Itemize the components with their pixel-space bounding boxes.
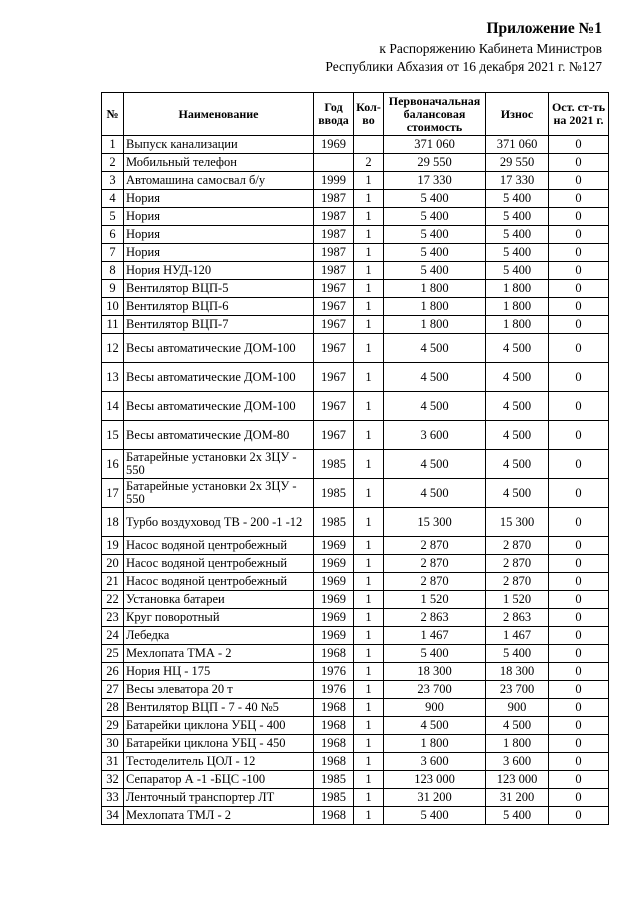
- cell-initial-value: 5 400: [384, 226, 486, 244]
- cell-initial-value: 1 800: [384, 280, 486, 298]
- cell-residual: 0: [549, 537, 609, 555]
- cell-quantity: 1: [354, 316, 384, 334]
- cell-quantity: 1: [354, 537, 384, 555]
- cell-name: Весы автоматические ДОМ-80: [124, 421, 314, 450]
- cell-quantity: 1: [354, 789, 384, 807]
- cell-name: Ленточный транспортер ЛТ: [124, 789, 314, 807]
- cell-number: 19: [102, 537, 124, 555]
- cell-year: 1967: [314, 392, 354, 421]
- cell-number: 15: [102, 421, 124, 450]
- cell-initial-value: 1 800: [384, 735, 486, 753]
- cell-quantity: 1: [354, 450, 384, 479]
- cell-quantity: 1: [354, 807, 384, 825]
- cell-name: Вентилятор ВЦП-6: [124, 298, 314, 316]
- cell-name: Турбо воздуховод ТВ - 200 -1 -12: [124, 508, 314, 537]
- cell-year: 1999: [314, 172, 354, 190]
- cell-initial-value: 31 200: [384, 789, 486, 807]
- table-row: [102, 663, 609, 681]
- cell-year: 1976: [314, 663, 354, 681]
- cell-number: 4: [102, 190, 124, 208]
- cell-year: 1985: [314, 479, 354, 508]
- cell-wear: 123 000: [486, 771, 549, 789]
- column-header-wear: Износ: [486, 93, 549, 136]
- cell-name: Весы автоматические ДОМ-100: [124, 392, 314, 421]
- cell-initial-value: 18 300: [384, 663, 486, 681]
- cell-year: 1969: [314, 136, 354, 154]
- cell-quantity: 1: [354, 421, 384, 450]
- table-row: [102, 508, 609, 537]
- cell-residual: 0: [549, 262, 609, 280]
- cell-number: 25: [102, 645, 124, 663]
- cell-quantity: 1: [354, 609, 384, 627]
- table-row: [102, 555, 609, 573]
- column-header-initial-value: Первоначальная балансовая стоимость: [384, 93, 486, 136]
- cell-wear: 5 400: [486, 208, 549, 226]
- cell-wear: 5 400: [486, 226, 549, 244]
- table-header-row: [102, 93, 609, 136]
- cell-year: 1967: [314, 316, 354, 334]
- cell-wear: 23 700: [486, 681, 549, 699]
- cell-residual: 0: [549, 479, 609, 508]
- cell-residual: 0: [549, 208, 609, 226]
- table-row: [102, 208, 609, 226]
- cell-initial-value: 3 600: [384, 753, 486, 771]
- cell-name: Автомашина самосвал б/у: [124, 172, 314, 190]
- cell-residual: 0: [549, 609, 609, 627]
- appendix-title: Приложение №1: [486, 20, 602, 37]
- cell-initial-value: 4 500: [384, 717, 486, 735]
- cell-initial-value: 900: [384, 699, 486, 717]
- table-row: [102, 421, 609, 450]
- cell-number: 21: [102, 573, 124, 591]
- cell-initial-value: 15 300: [384, 508, 486, 537]
- cell-wear: 5 400: [486, 190, 549, 208]
- cell-quantity: 1: [354, 735, 384, 753]
- table-row: [102, 244, 609, 262]
- cell-quantity: 1: [354, 172, 384, 190]
- table-row: [102, 789, 609, 807]
- cell-residual: 0: [549, 573, 609, 591]
- cell-residual: 0: [549, 226, 609, 244]
- cell-wear: 18 300: [486, 663, 549, 681]
- table-row: [102, 334, 609, 363]
- table-row: [102, 298, 609, 316]
- appendix-subtitle-line-2: Республики Абхазия от 16 декабря 2021 г. №127: [325, 59, 602, 74]
- table-row: [102, 699, 609, 717]
- cell-year: 1987: [314, 262, 354, 280]
- cell-residual: 0: [549, 807, 609, 825]
- cell-number: 16: [102, 450, 124, 479]
- cell-initial-value: 2 863: [384, 609, 486, 627]
- cell-wear: 4 500: [486, 421, 549, 450]
- table-row: [102, 262, 609, 280]
- cell-wear: 371 060: [486, 136, 549, 154]
- table-row: [102, 363, 609, 392]
- cell-number: 8: [102, 262, 124, 280]
- cell-year: 1969: [314, 573, 354, 591]
- table-body: [102, 136, 609, 825]
- cell-initial-value: 4 500: [384, 479, 486, 508]
- cell-year: 1967: [314, 363, 354, 392]
- cell-residual: 0: [549, 421, 609, 450]
- cell-residual: 0: [549, 190, 609, 208]
- cell-number: 11: [102, 316, 124, 334]
- cell-year: 1968: [314, 753, 354, 771]
- cell-name: Батарейки циклона УБЦ - 450: [124, 735, 314, 753]
- table-row: [102, 154, 609, 172]
- cell-initial-value: 2 870: [384, 537, 486, 555]
- cell-residual: 0: [549, 753, 609, 771]
- cell-initial-value: 4 500: [384, 450, 486, 479]
- table-row: [102, 190, 609, 208]
- cell-wear: 5 400: [486, 807, 549, 825]
- cell-name: Нория: [124, 244, 314, 262]
- cell-wear: 5 400: [486, 244, 549, 262]
- cell-name: Тестоделитель ЦОЛ - 12: [124, 753, 314, 771]
- cell-name: Вентилятор ВЦП - 7 - 40 №5: [124, 699, 314, 717]
- cell-wear: 1 520: [486, 591, 549, 609]
- cell-number: 24: [102, 627, 124, 645]
- cell-quantity: 1: [354, 208, 384, 226]
- cell-wear: 4 500: [486, 334, 549, 363]
- cell-quantity: 1: [354, 681, 384, 699]
- table-row: [102, 226, 609, 244]
- cell-initial-value: 4 500: [384, 392, 486, 421]
- cell-name: Батарейные установки 2х ЗЦУ - 550: [124, 450, 314, 479]
- table-row: [102, 753, 609, 771]
- cell-year: 1987: [314, 226, 354, 244]
- cell-name: Установка батареи: [124, 591, 314, 609]
- cell-name: Нория: [124, 190, 314, 208]
- cell-name: Насос водяной центробежный: [124, 537, 314, 555]
- cell-wear: 4 500: [486, 392, 549, 421]
- cell-year: 1967: [314, 280, 354, 298]
- cell-name: Нория: [124, 208, 314, 226]
- asset-table: [101, 92, 609, 825]
- cell-quantity: 1: [354, 392, 384, 421]
- cell-residual: 0: [549, 645, 609, 663]
- cell-number: 5: [102, 208, 124, 226]
- cell-name: Круг поворотный: [124, 609, 314, 627]
- cell-wear: 15 300: [486, 508, 549, 537]
- cell-quantity: 1: [354, 591, 384, 609]
- cell-number: 22: [102, 591, 124, 609]
- cell-initial-value: 1 520: [384, 591, 486, 609]
- cell-residual: 0: [549, 681, 609, 699]
- cell-name: Весы автоматические ДОМ-100: [124, 363, 314, 392]
- cell-name: Сепаратор А -1 -БЦС -100: [124, 771, 314, 789]
- cell-quantity: [354, 136, 384, 154]
- cell-wear: 2 870: [486, 555, 549, 573]
- cell-year: 1968: [314, 699, 354, 717]
- cell-year: 1987: [314, 244, 354, 262]
- table-row: [102, 136, 609, 154]
- cell-wear: 1 800: [486, 298, 549, 316]
- cell-name: Насос водяной центробежный: [124, 555, 314, 573]
- cell-initial-value: 123 000: [384, 771, 486, 789]
- cell-number: 13: [102, 363, 124, 392]
- cell-residual: 0: [549, 316, 609, 334]
- cell-initial-value: 5 400: [384, 190, 486, 208]
- cell-year: 1969: [314, 609, 354, 627]
- cell-residual: 0: [549, 298, 609, 316]
- cell-quantity: 1: [354, 753, 384, 771]
- cell-number: 14: [102, 392, 124, 421]
- cell-number: 20: [102, 555, 124, 573]
- cell-number: 18: [102, 508, 124, 537]
- cell-quantity: 1: [354, 663, 384, 681]
- cell-residual: 0: [549, 663, 609, 681]
- cell-number: 32: [102, 771, 124, 789]
- cell-wear: 2 870: [486, 573, 549, 591]
- cell-wear: 1 800: [486, 280, 549, 298]
- cell-year: 1968: [314, 645, 354, 663]
- cell-year: 1985: [314, 789, 354, 807]
- cell-quantity: 2: [354, 154, 384, 172]
- table-row: [102, 645, 609, 663]
- cell-initial-value: 5 400: [384, 807, 486, 825]
- cell-initial-value: 5 400: [384, 645, 486, 663]
- cell-name: Батарейки циклона УБЦ - 400: [124, 717, 314, 735]
- cell-name: Вентилятор ВЦП-7: [124, 316, 314, 334]
- cell-wear: 4 500: [486, 450, 549, 479]
- table-row: [102, 807, 609, 825]
- cell-number: 3: [102, 172, 124, 190]
- cell-quantity: 1: [354, 717, 384, 735]
- cell-quantity: 1: [354, 244, 384, 262]
- cell-year: 1985: [314, 450, 354, 479]
- cell-residual: 0: [549, 450, 609, 479]
- cell-name: Нория НУД-120: [124, 262, 314, 280]
- cell-year: 1976: [314, 681, 354, 699]
- column-header-quantity: Кол-во: [354, 93, 384, 136]
- cell-name: Нория НЦ - 175: [124, 663, 314, 681]
- appendix-subtitle-line-1: к Распоряжению Кабинета Министров: [379, 41, 602, 56]
- cell-residual: 0: [549, 280, 609, 298]
- cell-number: 6: [102, 226, 124, 244]
- cell-year: 1969: [314, 537, 354, 555]
- cell-initial-value: 3 600: [384, 421, 486, 450]
- cell-residual: 0: [549, 244, 609, 262]
- cell-quantity: 1: [354, 226, 384, 244]
- cell-number: 9: [102, 280, 124, 298]
- column-header-year: Год ввода: [314, 93, 354, 136]
- cell-year: 1987: [314, 190, 354, 208]
- cell-number: 30: [102, 735, 124, 753]
- cell-name: Выпуск канализации: [124, 136, 314, 154]
- cell-number: 1: [102, 136, 124, 154]
- cell-wear: 4 500: [486, 363, 549, 392]
- cell-year: 1967: [314, 298, 354, 316]
- cell-name: Батарейные установки 2х ЗЦУ - 550: [124, 479, 314, 508]
- cell-initial-value: 4 500: [384, 334, 486, 363]
- cell-year: 1968: [314, 807, 354, 825]
- cell-wear: 4 500: [486, 717, 549, 735]
- table-row: [102, 280, 609, 298]
- cell-residual: 0: [549, 136, 609, 154]
- table-row: [102, 591, 609, 609]
- cell-initial-value: 5 400: [384, 208, 486, 226]
- cell-residual: 0: [549, 699, 609, 717]
- cell-wear: 5 400: [486, 645, 549, 663]
- table-row: [102, 537, 609, 555]
- cell-residual: 0: [549, 334, 609, 363]
- cell-number: 12: [102, 334, 124, 363]
- table-row: [102, 172, 609, 190]
- cell-wear: 3 600: [486, 753, 549, 771]
- cell-quantity: 1: [354, 280, 384, 298]
- cell-wear: 1 800: [486, 735, 549, 753]
- cell-initial-value: 5 400: [384, 244, 486, 262]
- cell-name: Мехлопата ТМЛ - 2: [124, 807, 314, 825]
- table-row: [102, 479, 609, 508]
- cell-name: Весы элеватора 20 т: [124, 681, 314, 699]
- cell-quantity: 1: [354, 508, 384, 537]
- table-row: [102, 627, 609, 645]
- cell-initial-value: 29 550: [384, 154, 486, 172]
- cell-wear: 17 330: [486, 172, 549, 190]
- cell-initial-value: 5 400: [384, 262, 486, 280]
- cell-wear: 4 500: [486, 479, 549, 508]
- cell-residual: 0: [549, 363, 609, 392]
- cell-number: 29: [102, 717, 124, 735]
- cell-year: 1968: [314, 735, 354, 753]
- cell-year: [314, 154, 354, 172]
- table-row: [102, 392, 609, 421]
- cell-residual: 0: [549, 392, 609, 421]
- cell-number: 2: [102, 154, 124, 172]
- cell-quantity: 1: [354, 479, 384, 508]
- table-row: [102, 573, 609, 591]
- cell-number: 23: [102, 609, 124, 627]
- cell-initial-value: 2 870: [384, 573, 486, 591]
- cell-initial-value: 1 800: [384, 298, 486, 316]
- cell-residual: 0: [549, 508, 609, 537]
- table-row: [102, 681, 609, 699]
- table-row: [102, 316, 609, 334]
- column-header-name: Наименование: [124, 93, 314, 136]
- column-header-number: №: [102, 93, 124, 136]
- cell-number: 17: [102, 479, 124, 508]
- table-row: [102, 450, 609, 479]
- cell-residual: 0: [549, 154, 609, 172]
- cell-quantity: 1: [354, 555, 384, 573]
- cell-quantity: 1: [354, 334, 384, 363]
- cell-year: 1967: [314, 421, 354, 450]
- cell-quantity: 1: [354, 699, 384, 717]
- cell-initial-value: 4 500: [384, 363, 486, 392]
- cell-year: 1967: [314, 334, 354, 363]
- cell-quantity: 1: [354, 190, 384, 208]
- cell-year: 1968: [314, 717, 354, 735]
- table-row: [102, 609, 609, 627]
- cell-number: 31: [102, 753, 124, 771]
- cell-residual: 0: [549, 172, 609, 190]
- cell-name: Нория: [124, 226, 314, 244]
- table-row: [102, 717, 609, 735]
- cell-initial-value: 17 330: [384, 172, 486, 190]
- cell-quantity: 1: [354, 771, 384, 789]
- cell-quantity: 1: [354, 363, 384, 392]
- cell-initial-value: 1 800: [384, 316, 486, 334]
- cell-wear: 29 550: [486, 154, 549, 172]
- cell-wear: 2 870: [486, 537, 549, 555]
- cell-year: 1969: [314, 627, 354, 645]
- cell-name: Насос водяной центробежный: [124, 573, 314, 591]
- cell-name: Лебедка: [124, 627, 314, 645]
- cell-name: Мобильный телефон: [124, 154, 314, 172]
- cell-name: Вентилятор ВЦП-5: [124, 280, 314, 298]
- cell-initial-value: 371 060: [384, 136, 486, 154]
- cell-name: Мехлопата ТМА - 2: [124, 645, 314, 663]
- cell-residual: 0: [549, 627, 609, 645]
- cell-number: 7: [102, 244, 124, 262]
- cell-wear: 5 400: [486, 262, 549, 280]
- cell-quantity: 1: [354, 573, 384, 591]
- cell-residual: 0: [549, 789, 609, 807]
- cell-quantity: 1: [354, 645, 384, 663]
- cell-initial-value: 2 870: [384, 555, 486, 573]
- cell-number: 10: [102, 298, 124, 316]
- cell-wear: 2 863: [486, 609, 549, 627]
- cell-quantity: 1: [354, 298, 384, 316]
- cell-number: 34: [102, 807, 124, 825]
- cell-wear: 900: [486, 699, 549, 717]
- cell-residual: 0: [549, 717, 609, 735]
- cell-year: 1987: [314, 208, 354, 226]
- cell-quantity: 1: [354, 627, 384, 645]
- cell-wear: 1 467: [486, 627, 549, 645]
- cell-wear: 1 800: [486, 316, 549, 334]
- cell-number: 26: [102, 663, 124, 681]
- column-header-residual: Ост. ст-ть на 2021 г.: [549, 93, 609, 136]
- cell-residual: 0: [549, 555, 609, 573]
- cell-number: 27: [102, 681, 124, 699]
- cell-number: 33: [102, 789, 124, 807]
- table-row: [102, 771, 609, 789]
- cell-year: 1985: [314, 508, 354, 537]
- cell-residual: 0: [549, 771, 609, 789]
- cell-name: Весы автоматические ДОМ-100: [124, 334, 314, 363]
- table-row: [102, 735, 609, 753]
- cell-year: 1969: [314, 591, 354, 609]
- cell-initial-value: 1 467: [384, 627, 486, 645]
- cell-residual: 0: [549, 735, 609, 753]
- cell-year: 1969: [314, 555, 354, 573]
- cell-initial-value: 23 700: [384, 681, 486, 699]
- cell-quantity: 1: [354, 262, 384, 280]
- cell-residual: 0: [549, 591, 609, 609]
- cell-year: 1985: [314, 771, 354, 789]
- cell-wear: 31 200: [486, 789, 549, 807]
- cell-number: 28: [102, 699, 124, 717]
